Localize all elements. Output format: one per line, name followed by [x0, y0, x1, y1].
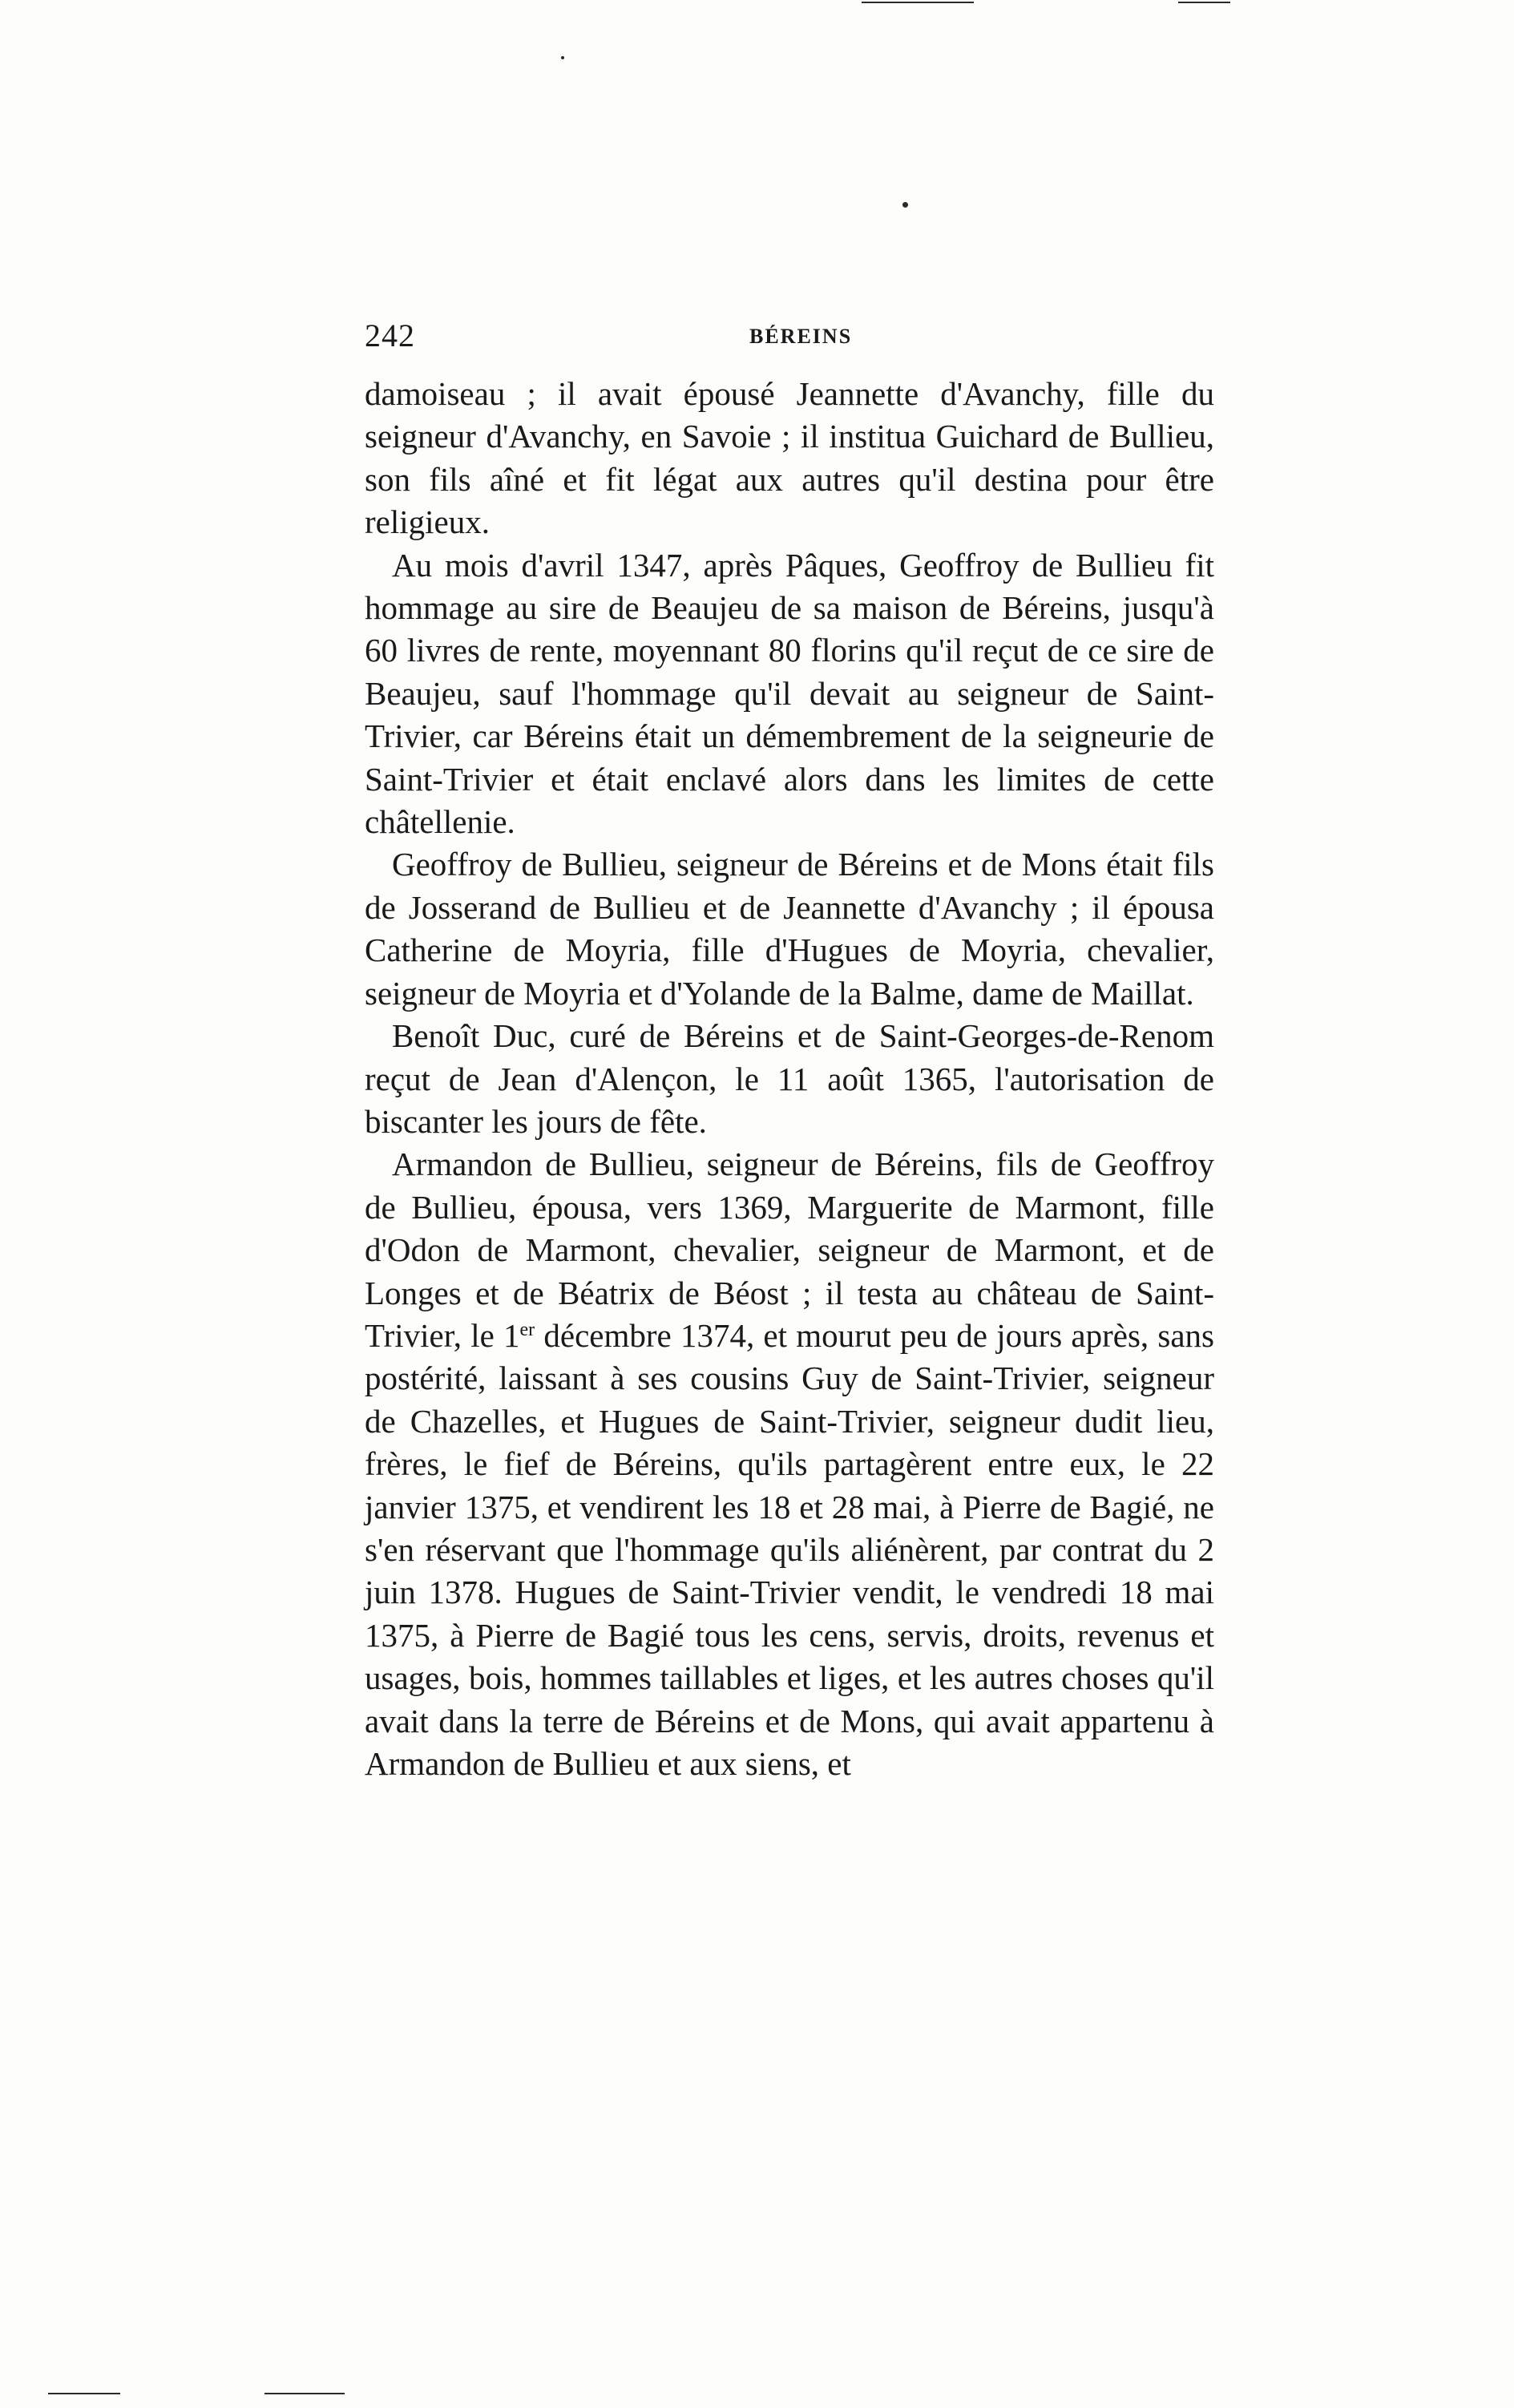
scan-mark-bottom	[48, 2393, 120, 2394]
scan-dot	[902, 202, 908, 208]
page-number: 242	[365, 317, 415, 354]
ordinal-superscript: er	[519, 1319, 535, 1340]
paragraph-3: Geoffroy de Bullieu, seigneur de Béreins et de Mons était fils de Josserand de Bullieu et de Jeannette d'Avanchy ; il épousa Catherine de Moyria, fille d'Hugues de Moyria, chevalier, seigneur de Moyria et d'Yolande de la Balme, dame de Maillat.	[365, 846, 1214, 1012]
paragraph-1: damoiseau ; il avait épousé Jeannette d'Avanchy, fille du seigneur d'Avanchy, en Savoie ; il institua Guichard de Bullieu, son fils aîné et fit légat aux autres qu'il destina pour être religieux.	[365, 375, 1214, 541]
scan-dot-small	[561, 56, 564, 59]
paragraph-4: Benoît Duc, curé de Béreins et de Saint-Georges-de-Renom reçut de Jean d'Alençon, le 11 août 1365, l'autorisation de biscanter les jours de fête.	[365, 1017, 1214, 1140]
body-text	[365, 373, 1214, 1785]
paragraph-5-part-1: Armandon de Bullieu, seigneur de Béreins, fils de Geoffroy de Bullieu, épousa, vers 1369, Marguerite de Marmont, fille d'Odon de Marmont, chevalier, seigneur de Marmont, et de Longes et de Béatrix de Béost ; il testa au château de Saint-Trivier, le 1	[365, 1145, 1214, 1354]
scan-mark-bottom-mid	[264, 2393, 345, 2394]
paragraph-2: Au mois d'avril 1347, après Pâques, Geoffroy de Bullieu fit hommage au sire de Beaujeu de sa maison de Béreins, jusqu'à 60 livres de rente, moyennant 80 florins qu'il reçut de ce sire de Beaujeu, sauf l'hommage qu'il devait au seigneur de Saint-Trivier, car Béreins était un démembrement de la seigneurie de Saint-Trivier et était enclavé alors dans les limites de cette châtellenie.	[365, 546, 1214, 841]
paragraph-5	[365, 1143, 1214, 1785]
paragraph-5-part-2: décembre 1374, et mourut peu de jours après, sans postérité, laissant à ses cousins Guy de Saint-Trivier, seigneur de Chazelles, et Hugues de Saint-Trivier, seigneur dudit lieu, frères, le fief de Béreins, qu'ils partagèrent entre eux, le 22 janvier 1375, et vendirent les 18 et 28 mai, à Pierre de Bagié, ne s'en réservant que l'hommage qu'ils aliénèrent, par contrat du 2 juin 1378. Hugues de Saint-Trivier vendit, le vendredi 18 mai 1375, à Pierre de Bagié tous les cens, servis, droits, revenus et usages, bois, hommes taillables et liges, et les autres choses qu'il avait dans la terre de Béreins et de Mons, qui avait appartenu à Armandon de Bullieu et aux siens, et	[365, 1316, 1214, 1782]
scan-mark-top	[862, 2, 974, 3]
scan-mark-top-right	[1178, 2, 1230, 3]
running-title: BÉREINS	[749, 325, 853, 348]
page-header	[365, 317, 1214, 365]
